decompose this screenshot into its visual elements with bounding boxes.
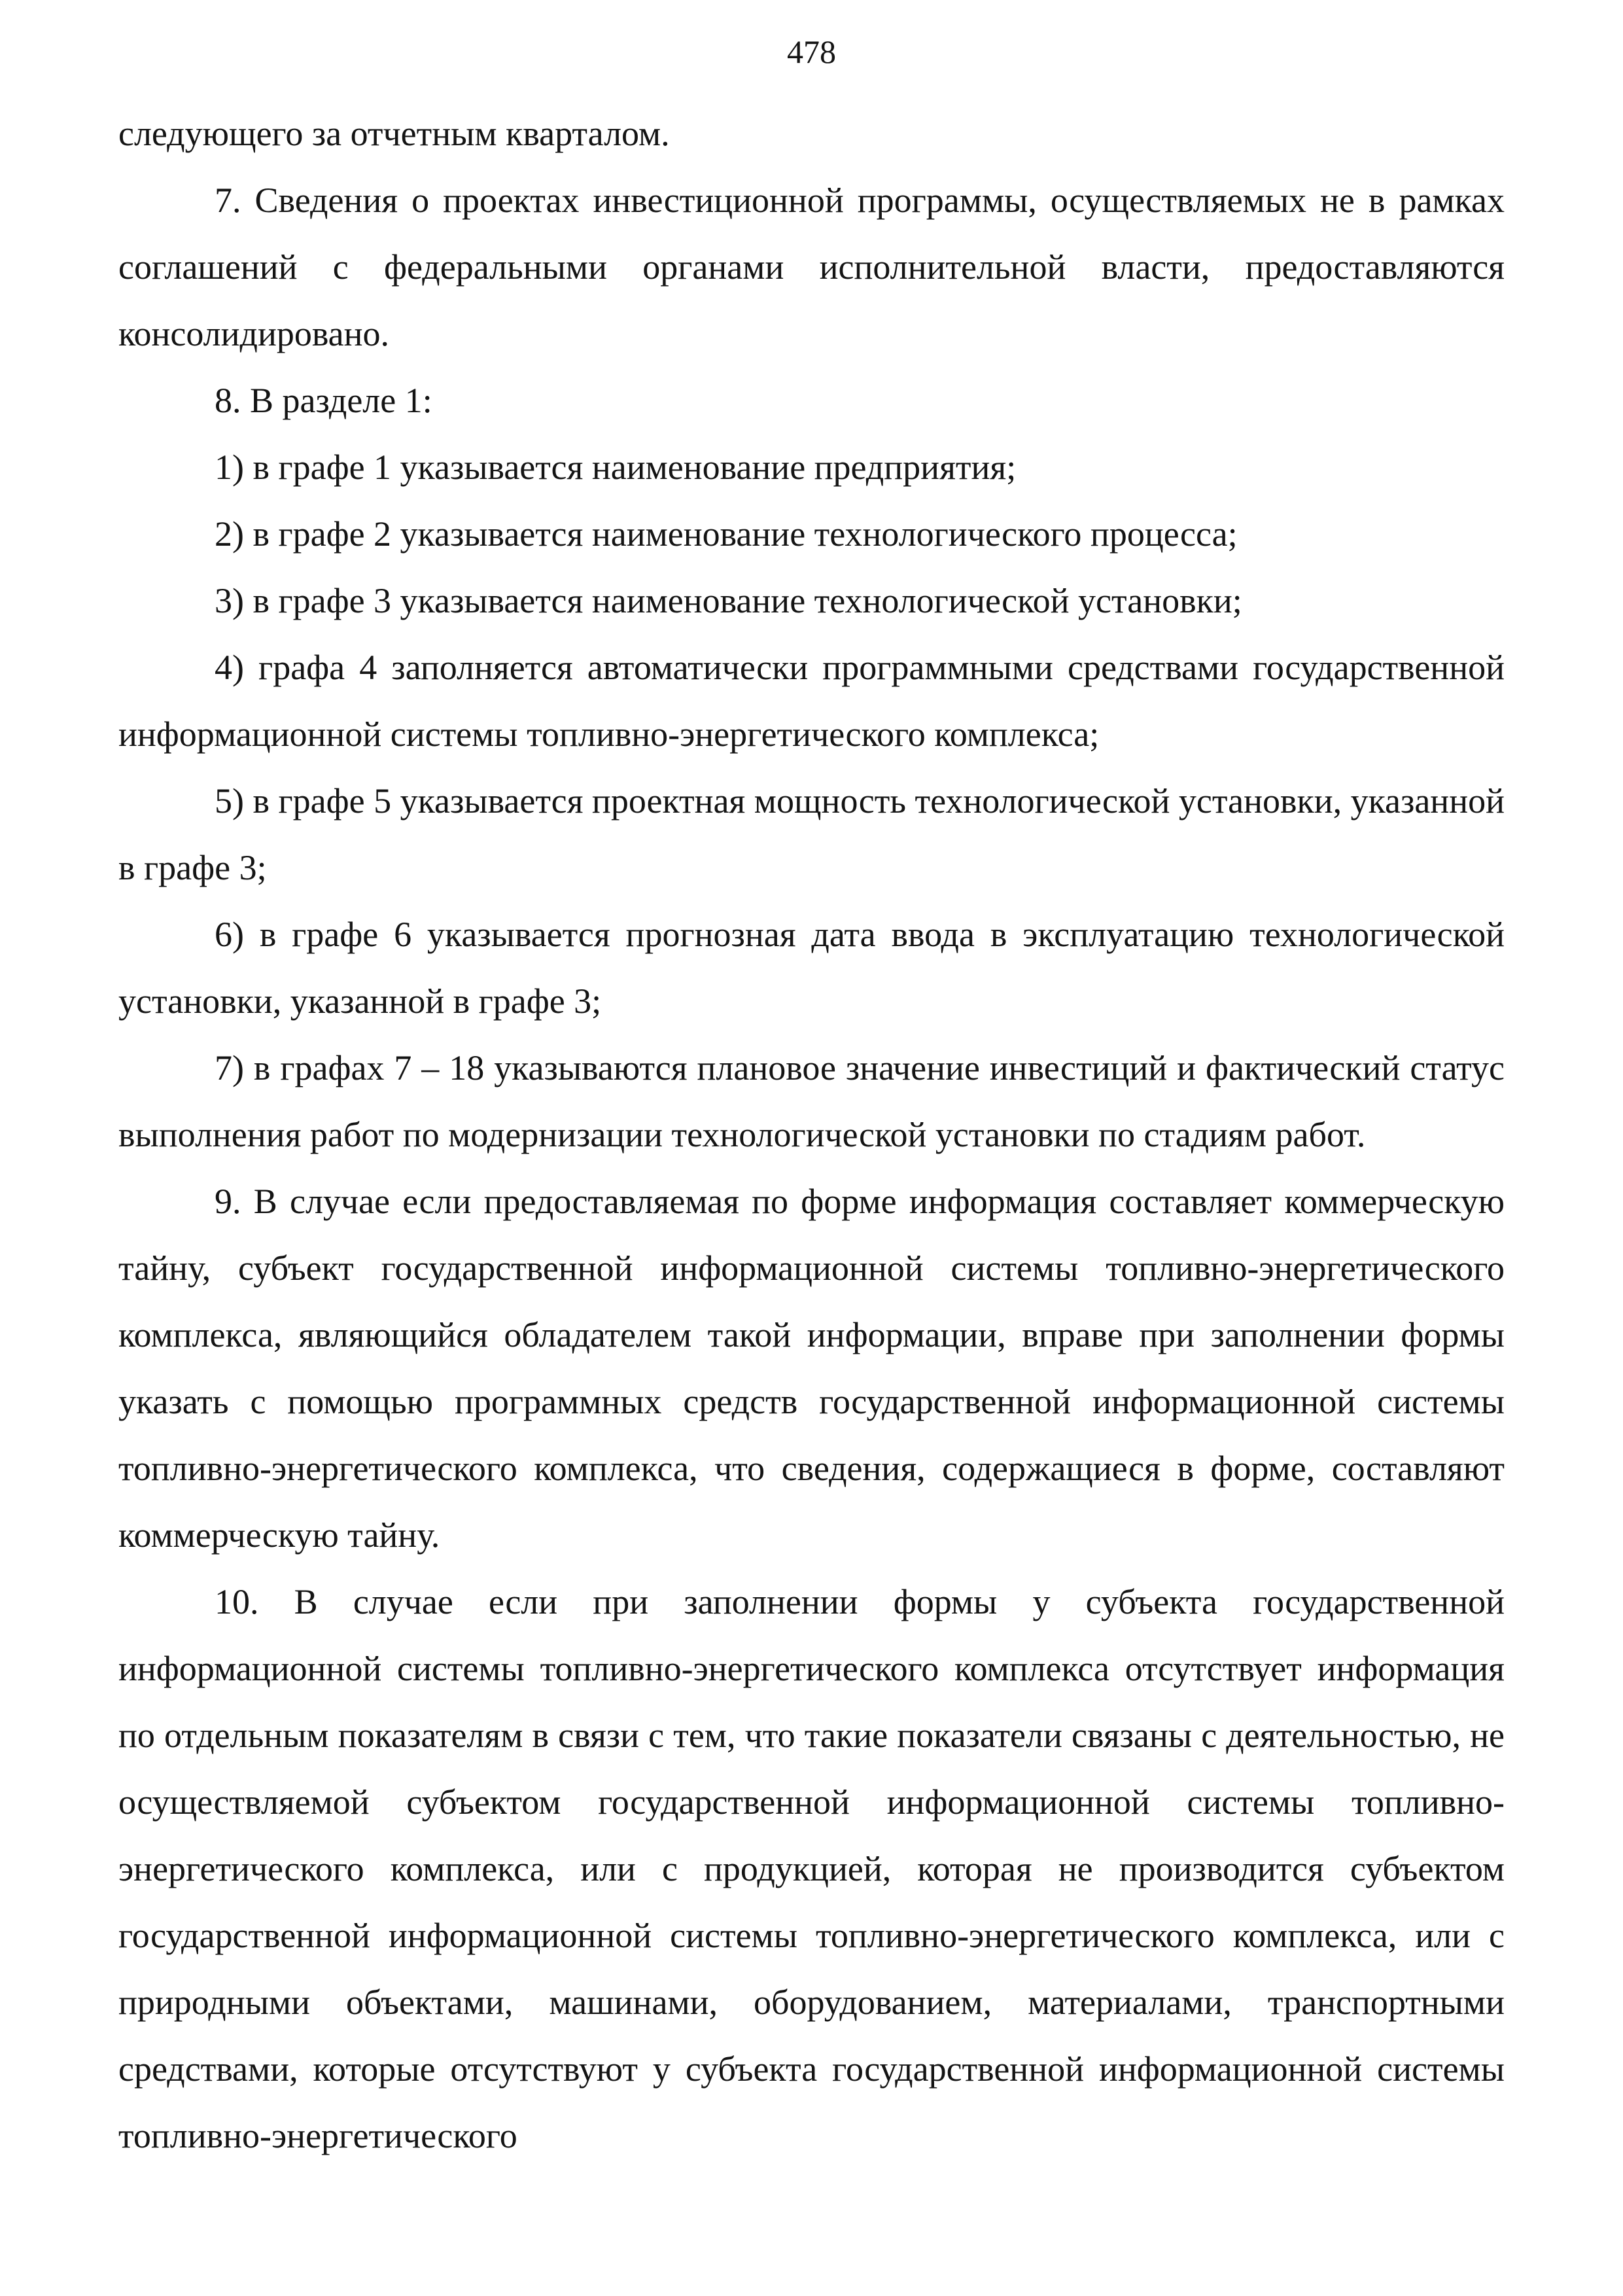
- document-body: [118, 100, 1505, 2169]
- paragraph-continuation: следующего за отчетным кварталом.: [118, 114, 670, 153]
- paragraph-item-8: 8. В разделе 1:: [215, 381, 432, 420]
- subitem-1: 1) в графе 1 указывается наименование предприятия;: [215, 448, 1017, 487]
- paragraph-item-7: 7. Сведения о проектах инвестиционной программы, осуществляемых не в рамках соглашений с федеральными органами исполнительной власти, предоставляются консолидировано.: [118, 181, 1505, 353]
- paragraph-item-9: 9. В случае если предоставляемая по форме информация составляет коммерческую тайну, субъект государственной информационной системы топливно-энергетического комплекса, являющийся обладателем такой информации, вправе при заполнении формы указать с помощью программных средств государственной информационной системы топливно-энергетического комплекса, что сведения, содержащиеся в форме, составляют коммерческую тайну.: [118, 1182, 1505, 1555]
- subitem-5: 5) в графе 5 указывается проектная мощность технологической установки, указанной в графе 3;: [118, 781, 1505, 887]
- page-number: 478: [787, 33, 836, 70]
- subitem-3: 3) в графе 3 указывается наименование технологической установки;: [215, 581, 1242, 620]
- subitem-2: 2) в графе 2 указывается наименование технологического процесса;: [215, 514, 1238, 554]
- subitem-4: 4) графа 4 заполняется автоматически программными средствами государственной информационной системы топливно-энергетического комплекса;: [118, 648, 1505, 754]
- subitem-6: 6) в графе 6 указывается прогнозная дата ввода в эксплуатацию технологической установки, указанной в графе 3;: [118, 915, 1505, 1021]
- paragraph-item-10: 10. В случае если при заполнении формы у субъекта государственной информационной системы топливно-энергетического комплекса отсутствует информация по отдельным показателям в связи с тем, что такие показатели связаны с деятельностью, не осуществляемой субъектом государственной информационной системы топливно-энергетического комплекса, или с продукцией, которая не производится субъектом государственной информационной системы топливно-энергетического комплекса, или с природными объектами, машинами, оборудованием, материалами, транспортными средствами, которые отсутствуют у субъекта государственной информационной системы топливно-энергетического: [118, 1582, 1505, 2155]
- subitem-7: 7) в графах 7 – 18 указываются плановое значение инвестиций и фактический статус выполнения работ по модернизации технологической установки по стадиям работ.: [118, 1048, 1505, 1154]
